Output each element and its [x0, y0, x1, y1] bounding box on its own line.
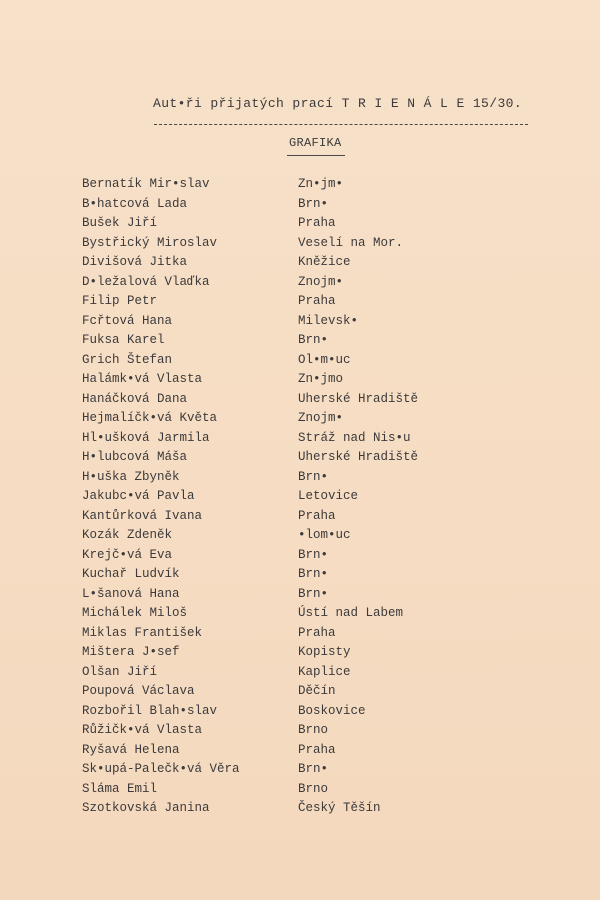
- list-item: [0, 253, 600, 273]
- list-item: [0, 780, 600, 800]
- author-city: •lom•uc: [298, 528, 351, 542]
- author-city: Český Těšín: [298, 801, 381, 815]
- list-item: [0, 370, 600, 390]
- author-name: Poupová Václava: [82, 684, 195, 698]
- list-item: [0, 448, 600, 468]
- list-item: [0, 663, 600, 683]
- list-item: [0, 234, 600, 254]
- author-city: Boskovice: [298, 703, 366, 718]
- author-name: Kantůrková Ivana: [82, 508, 203, 523]
- author-city: Brno: [298, 723, 329, 737]
- list-item: [0, 546, 600, 566]
- list-item: [0, 429, 600, 449]
- author-name: Miklas František: [82, 625, 203, 640]
- author-city: Praha: [298, 294, 336, 308]
- author-city: Kaplice: [298, 664, 351, 679]
- list-item: [0, 292, 600, 312]
- list-item: [0, 585, 600, 605]
- title-rule: [154, 124, 528, 125]
- author-city: Praha: [298, 625, 336, 640]
- author-name: H•lubcová Máša: [82, 450, 188, 464]
- author-name: Bystřický Miroslav: [82, 235, 218, 250]
- list-item: [0, 604, 600, 624]
- list-item: [0, 702, 600, 722]
- author-name: Kuchař Ludvík: [82, 567, 180, 581]
- author-name: Bernatík Mir•slav: [82, 177, 210, 191]
- author-city: Brn•: [298, 469, 329, 484]
- list-item: [0, 741, 600, 761]
- author-city: Ústí nad Labem: [298, 606, 404, 620]
- author-city: Znojm•: [298, 274, 344, 289]
- author-city: Zn•jmo: [298, 372, 344, 386]
- author-city: Brn•: [298, 762, 329, 776]
- author-city: Praha: [298, 216, 336, 230]
- author-name: L•šanová Hana: [82, 586, 180, 601]
- list-item: [0, 468, 600, 488]
- list-item: [0, 390, 600, 410]
- author-name: Kozák Zdeněk: [82, 528, 173, 542]
- author-name: Fuksa Karel: [82, 333, 165, 347]
- author-city: Děčín: [298, 684, 336, 698]
- list-item: [0, 409, 600, 429]
- author-city: Praha: [298, 742, 336, 757]
- author-city: Brn•: [298, 586, 329, 601]
- author-name: Filip Petr: [82, 294, 158, 308]
- author-name: Michálek Miloš: [82, 606, 188, 620]
- author-name: B•hatcová Lada: [82, 196, 188, 211]
- list-item: [0, 526, 600, 546]
- author-name: Fcřtová Hana: [82, 313, 173, 328]
- author-name: Krejč•vá Eva: [82, 547, 173, 562]
- author-city: Veselí na Mor.: [298, 235, 404, 250]
- author-city: Brn•: [298, 567, 329, 581]
- author-list: [0, 175, 600, 819]
- author-city: Brn•: [298, 547, 329, 562]
- author-name: Bušek Jiří: [82, 216, 158, 230]
- author-name: Sláma Emil: [82, 781, 158, 796]
- author-city: Milevsk•: [298, 313, 359, 328]
- author-name: Sk•upá-Palečk•vá Věra: [82, 762, 240, 776]
- list-item: [0, 721, 600, 741]
- list-item: [0, 312, 600, 332]
- author-city: Kněžice: [298, 255, 351, 269]
- list-item: [0, 624, 600, 644]
- document-title: Aut•ři přijatých prací T R I E N Á L E 15/30.: [153, 96, 523, 111]
- list-item: [0, 351, 600, 371]
- author-name: Hanáčková Dana: [82, 391, 188, 406]
- list-item: [0, 799, 600, 819]
- list-item: [0, 273, 600, 293]
- author-city: Zn•jm•: [298, 177, 344, 191]
- list-item: [0, 175, 600, 195]
- author-name: Mištera J•sef: [82, 645, 180, 659]
- author-name: Jakubc•vá Pavla: [82, 489, 195, 503]
- author-city: Stráž nad Nis•u: [298, 430, 411, 445]
- author-city: Brn•: [298, 196, 329, 211]
- author-name: Rozbořil Blah•slav: [82, 703, 218, 718]
- author-name: Divišová Jitka: [82, 255, 188, 269]
- author-name: Halámk•vá Vlasta: [82, 372, 203, 386]
- author-name: Hl•ušková Jarmila: [82, 430, 210, 445]
- author-city: Kopisty: [298, 645, 351, 659]
- author-city: Letovice: [298, 489, 359, 503]
- author-name: Ryšavá Helena: [82, 742, 180, 757]
- author-name: Grich Štefan: [82, 352, 173, 367]
- author-city: Brno: [298, 781, 329, 796]
- author-city: Uherské Hradiště: [298, 450, 419, 464]
- list-item: [0, 331, 600, 351]
- author-city: Uherské Hradiště: [298, 391, 419, 406]
- author-city: Znojm•: [298, 411, 344, 425]
- author-name: Růžičk•vá Vlasta: [82, 723, 203, 737]
- author-name: Szotkovská Janina: [82, 801, 210, 815]
- section-heading: GRAFIKA: [289, 136, 342, 150]
- section-underline: [287, 155, 345, 156]
- list-item: [0, 507, 600, 527]
- author-name: H•uška Zbyněk: [82, 469, 180, 484]
- author-name: Hejmalíčk•vá Květa: [82, 411, 218, 425]
- author-name: D•ležalová Vlaďka: [82, 274, 210, 289]
- list-item: [0, 214, 600, 234]
- author-city: Brn•: [298, 333, 329, 347]
- list-item: [0, 195, 600, 215]
- author-name: Olšan Jiří: [82, 664, 158, 679]
- author-city: Ol•m•uc: [298, 352, 351, 367]
- author-city: Praha: [298, 508, 336, 523]
- list-item: [0, 682, 600, 702]
- list-item: [0, 760, 600, 780]
- list-item: [0, 643, 600, 663]
- list-item: [0, 565, 600, 585]
- list-item: [0, 487, 600, 507]
